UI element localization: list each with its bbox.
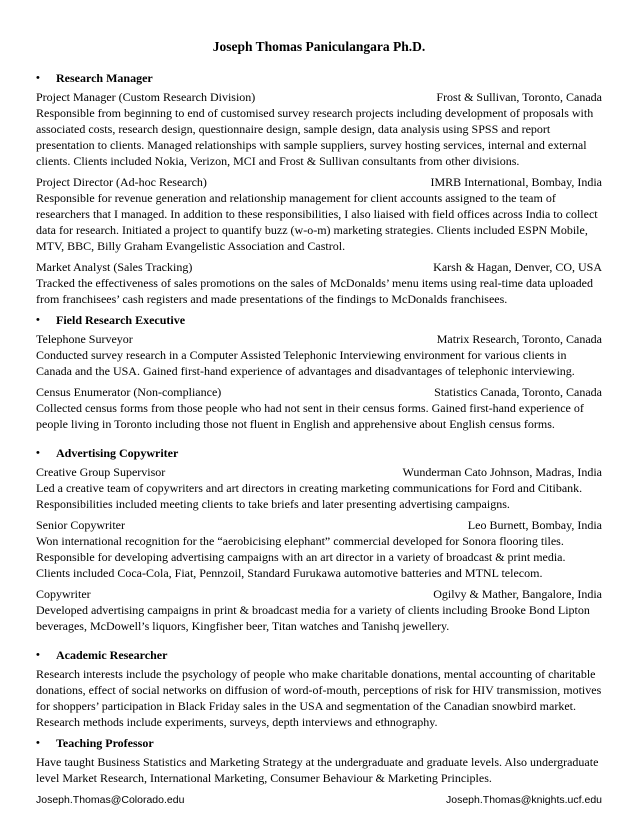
job-title: Creative Group Supervisor xyxy=(36,465,166,479)
job-description: Tracked the effectiveness of sales promotions on the sales of McDonalds’ menu items using real-time data uploaded from franchisees’ cash registers and made presentations of the findings to McDonalds franchisees. xyxy=(36,276,593,306)
section-heading-research-manager xyxy=(36,70,602,86)
bullet-icon: • xyxy=(36,649,40,661)
job-description: Collected census forms from those people who had not sent in their census forms. Gained first-hand experience of people living in Toronto including those not fluent in English and apprehensive about English census forms. xyxy=(36,401,584,431)
section-heading-teaching-professor xyxy=(36,735,602,751)
job-organization: Statistics Canada, Toronto, Canada xyxy=(434,385,602,399)
job-header xyxy=(36,517,602,533)
section-description: Have taught Business Statistics and Marketing Strategy at the undergraduate and graduate levels. Also undergraduate level Market Research, International Marketing, Consumer Behaviour & Marketing Principles. xyxy=(36,755,599,785)
job-organization: Ogilvy & Mather, Bangalore, India xyxy=(433,587,602,601)
job-description: Developed advertising campaigns in print & broadcast media for a variety of clients including Brooke Bond Lipton beverages, McDowell’s liquors, Kingfisher beer, Titan watches and Tanishq jewellery. xyxy=(36,603,590,633)
bullet-icon: • xyxy=(36,447,40,459)
section-heading-label: Field Research Executive xyxy=(56,313,186,327)
section-description: Research interests include the psychology of people who make charitable donations, mental accounting of charitable donations, effect of social networks on diffusion of word-of-mouth, perceptions of risk for HIV transmission, motives for shoppers’ participation in Black Friday sales in the USA and segmentation of the Canadian snowbird market. Research methods include experiments, surveys, depth interviews and ethnography. xyxy=(36,667,602,729)
section-heading-field-research-executive xyxy=(36,312,602,328)
job-header xyxy=(36,89,602,105)
job-organization: Leo Burnett, Bombay, India xyxy=(467,518,602,532)
job-description: Led a creative team of copywriters and art directors in creating marketing communications for Ford and Citibank. Responsibilities included meeting clients to take briefs and later presenting advertising campaigns. xyxy=(36,481,583,511)
job-organization: Frost & Sullivan, Toronto, Canada xyxy=(436,90,602,104)
job-header xyxy=(36,464,602,480)
resume-page xyxy=(36,38,602,791)
job-organization: Wunderman Cato Johnson, Madras, India xyxy=(402,465,602,479)
job-header xyxy=(36,586,602,602)
job-title: Telephone Surveyor xyxy=(36,332,133,346)
bullet-icon: • xyxy=(36,737,40,749)
job-title: Project Director (Ad-hoc Research) xyxy=(36,175,207,189)
job-header xyxy=(36,384,602,400)
section-heading-label: Advertising Copywriter xyxy=(56,446,179,460)
section-spacer xyxy=(36,437,602,445)
job-organization: Karsh & Hagan, Denver, CO, USA xyxy=(433,260,602,274)
section-heading-academic-researcher xyxy=(36,647,602,663)
job-title: Copywriter xyxy=(36,587,91,601)
page-title: Joseph Thomas Paniculangara Ph.D. xyxy=(212,39,426,54)
job-title: Project Manager (Custom Research Division) xyxy=(36,90,256,104)
page-footer xyxy=(36,793,602,807)
job-header xyxy=(36,331,602,347)
job-description: Won international recognition for the “aerobicising elephant” commercial developed for Sonora flooring tiles. Responsible for developing advertising campaigns with an art director in a variety of broadcast & print media. Clients included Coca-Cola, Fiat, Pennzoil, Standard Furukawa automotive batteries and MTNL telecom. xyxy=(36,534,566,580)
section-heading-advertising-copywriter xyxy=(36,445,602,461)
job-title: Census Enumerator (Non-compliance) xyxy=(36,385,222,399)
job-description: Responsible for revenue generation and relationship management for client accounts assigned to the team of researchers that I managed. In addition to these responsibilities, I also liaised with field offices across India to collect data for research. Initiated a project to quantify buzz (w-o-m) marketing strategies. Clients included ESPN Mobile, MTV, BBC, Billy Graham Evangelistic Association and Castrol. xyxy=(36,191,598,253)
job-description: Conducted survey research in a Computer Assisted Telephonic Interviewing environment for various clients in Canada and the USA. Gained first-hand experience of advantages and disadvantages of telephonic interviewing. xyxy=(36,348,575,378)
footer-email-right: Joseph.Thomas@knights.ucf.edu xyxy=(446,794,602,806)
job-title: Senior Copywriter xyxy=(36,518,125,532)
bullet-icon: • xyxy=(36,314,40,326)
job-description: Responsible from beginning to end of customised survey research projects including development of proposals with associated costs, research design, questionnaire design, sample design, data analysis using SPSS and report presentation to clients. Managed relationships with sample suppliers, survey hosting services, internal and external clients. Clients included Nokia, Verizon, MCI and Frost & Sullivan consultants from other divisions. xyxy=(36,106,594,168)
job-organization: IMRB International, Bombay, India xyxy=(430,175,602,189)
job-header xyxy=(36,174,602,190)
job-organization: Matrix Research, Toronto, Canada xyxy=(436,332,602,346)
footer-email-left: Joseph.Thomas@Colorado.edu xyxy=(36,794,185,806)
job-title: Market Analyst (Sales Tracking) xyxy=(36,260,193,274)
section-heading-label: Academic Researcher xyxy=(56,648,168,662)
section-heading-label: Teaching Professor xyxy=(56,736,154,750)
job-header xyxy=(36,259,602,275)
section-spacer xyxy=(36,639,602,647)
bullet-icon: • xyxy=(36,72,40,84)
section-heading-label: Research Manager xyxy=(56,71,153,85)
